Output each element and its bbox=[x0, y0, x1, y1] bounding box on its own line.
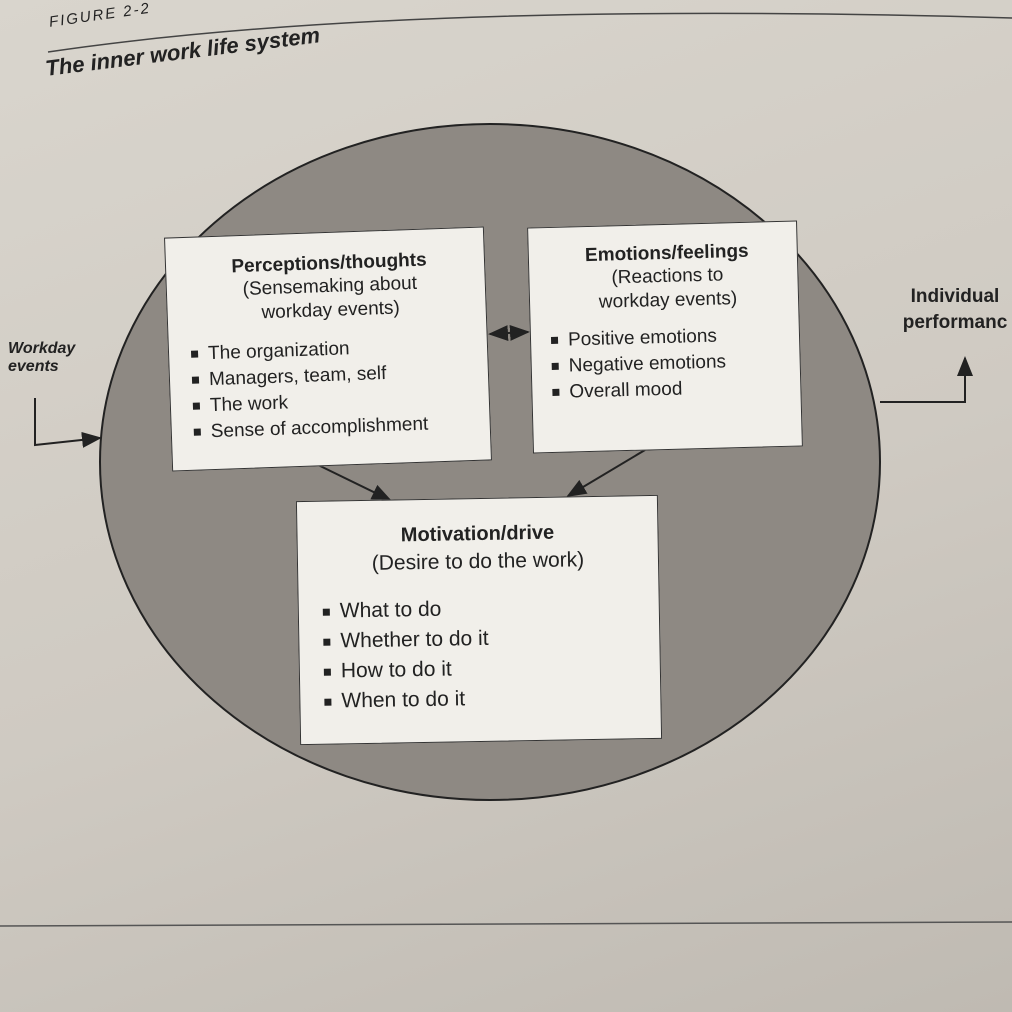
emotions-title: Emotions/feelings bbox=[584, 240, 749, 267]
performance-arrow bbox=[880, 358, 965, 402]
workday-events-label: Workday events bbox=[8, 340, 76, 375]
emotions-box bbox=[527, 221, 803, 454]
perceptions-item: The organization bbox=[191, 332, 474, 368]
perceptions-title: Perceptions/thoughts bbox=[231, 249, 427, 278]
individual-performance-label: Individual performanc bbox=[902, 286, 1008, 333]
figure-title: The inner work life system bbox=[44, 22, 322, 81]
motivation-box bbox=[296, 495, 662, 745]
figure-label: FIGURE 2-2 bbox=[48, 0, 152, 31]
emotions-item: Negative emotions bbox=[551, 348, 788, 380]
motivation-subtitle: (Desire to do the work) bbox=[371, 548, 585, 575]
perceptions-subtitle: (Sensemaking about workday events) bbox=[242, 272, 418, 324]
motivation-item: What to do bbox=[323, 591, 639, 627]
motivation-item: When to do it bbox=[324, 681, 640, 717]
motivation-item: Whether to do it bbox=[323, 621, 639, 657]
motivation-item: How to do it bbox=[324, 651, 640, 687]
emotions-item: Positive emotions bbox=[551, 322, 788, 354]
emotions-subtitle: (Reactions to workday events) bbox=[598, 264, 738, 313]
perceptions-item: Managers, team, self bbox=[192, 358, 475, 394]
perceptions-box bbox=[164, 226, 492, 471]
workday-events-arrow bbox=[35, 398, 100, 445]
page-rule bbox=[0, 922, 1012, 926]
perceptions-item: The work bbox=[192, 384, 475, 420]
motivation-title: Motivation/drive bbox=[400, 521, 555, 547]
perceptions-item: Sense of accomplishment bbox=[193, 410, 476, 446]
emotions-item: Overall mood bbox=[552, 374, 789, 406]
